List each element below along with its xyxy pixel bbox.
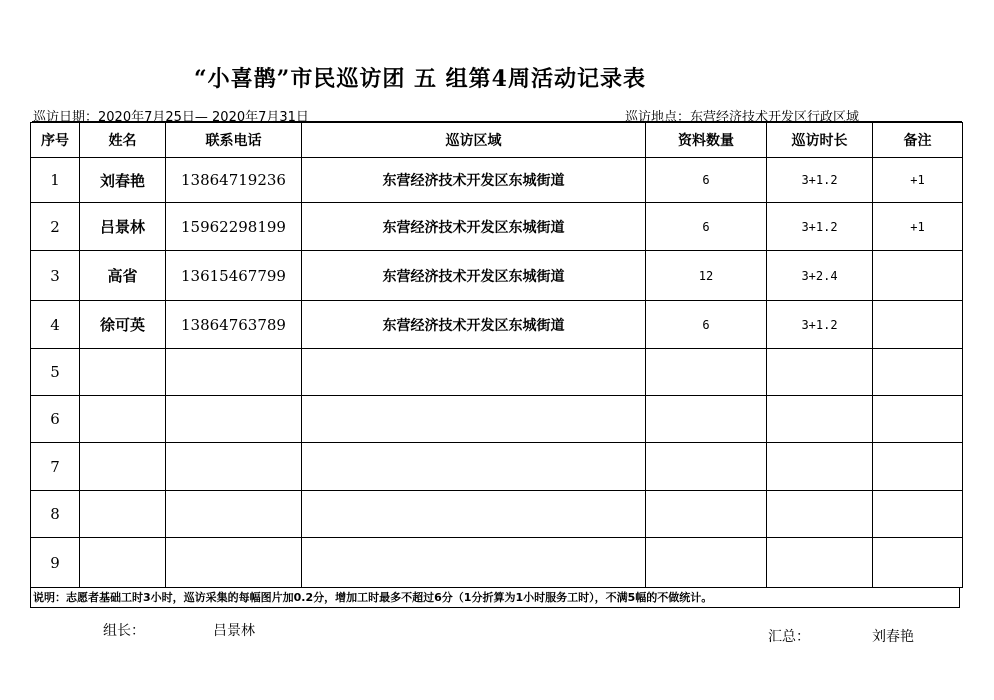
cell-material-count: 12	[646, 251, 767, 301]
cell-area	[302, 491, 646, 538]
cell-material-count: 6	[646, 203, 767, 251]
table-row	[31, 251, 963, 301]
cell-name: 吕景林	[80, 203, 166, 251]
cell-phone	[166, 349, 302, 396]
cell-name: 高省	[80, 251, 166, 301]
cell-phone	[166, 491, 302, 538]
cell-area: 东营经济技术开发区东城街道	[302, 158, 646, 203]
cell-name	[80, 349, 166, 396]
cell-duration	[767, 443, 873, 491]
header-material-count: 资料数量	[646, 123, 767, 158]
cell-area: 东营经济技术开发区东城街道	[302, 301, 646, 349]
header-index: 序号	[31, 123, 80, 158]
cell-index: 6	[31, 396, 80, 443]
cell-name: 徐可英	[80, 301, 166, 349]
cell-phone	[166, 396, 302, 443]
header-remarks: 备注	[873, 123, 963, 158]
cell-index: 5	[31, 349, 80, 396]
summary-name: 刘春艳	[872, 629, 914, 645]
cell-duration: 3+1.2	[767, 203, 873, 251]
cell-material-count	[646, 349, 767, 396]
cell-index: 8	[31, 491, 80, 538]
cell-duration	[767, 396, 873, 443]
cell-area: 东营经济技术开发区东城街道	[302, 251, 646, 301]
cell-material-count	[646, 443, 767, 491]
document-title: “小喜鹊”市民巡访团 五 组第4周活动记录表	[194, 66, 646, 92]
header-duration: 巡访时长	[767, 123, 873, 158]
cell-remarks	[873, 349, 963, 396]
visit-location: 巡访地点：东营经济技术开发区行政区域	[625, 110, 860, 125]
cell-name	[80, 491, 166, 538]
leader-name: 吕景林	[213, 623, 255, 639]
cell-name	[80, 443, 166, 491]
cell-phone: 13864719236	[166, 158, 302, 203]
record-table	[30, 122, 963, 588]
table-row	[31, 538, 963, 588]
table-row	[31, 349, 963, 396]
cell-remarks	[873, 301, 963, 349]
cell-remarks: +1	[873, 158, 963, 203]
cell-material-count	[646, 396, 767, 443]
header-area: 巡访区域	[302, 123, 646, 158]
cell-remarks	[873, 538, 963, 588]
header-row	[31, 123, 963, 158]
cell-phone: 15962298199	[166, 203, 302, 251]
visit-date: 巡访日期：2020年7月25日— 2020年7月31日	[33, 110, 309, 125]
cell-duration: 3+2.4	[767, 251, 873, 301]
cell-index: 7	[31, 443, 80, 491]
cell-duration	[767, 538, 873, 588]
cell-area	[302, 349, 646, 396]
cell-area	[302, 443, 646, 491]
table-row	[31, 158, 963, 203]
cell-index: 1	[31, 158, 80, 203]
cell-index: 3	[31, 251, 80, 301]
cell-index: 9	[31, 538, 80, 588]
summary-label: 汇总：	[768, 629, 810, 645]
table-row	[31, 443, 963, 491]
cell-area	[302, 396, 646, 443]
cell-index: 2	[31, 203, 80, 251]
leader-label: 组长：	[103, 623, 145, 639]
cell-material-count	[646, 538, 767, 588]
table-row	[31, 301, 963, 349]
cell-phone: 13615467799	[166, 251, 302, 301]
cell-duration: 3+1.2	[767, 301, 873, 349]
cell-name	[80, 396, 166, 443]
cell-name: 刘春艳	[80, 158, 166, 203]
cell-material-count: 6	[646, 158, 767, 203]
cell-remarks	[873, 251, 963, 301]
cell-phone: 13864763789	[166, 301, 302, 349]
cell-index: 4	[31, 301, 80, 349]
explanation-note: 说明：志愿者基础工时3小时，巡访采集的每幅图片加0.2分，增加工时最多不超过6分（1分折算为1小时服务工时），不满5幅的不做统计。	[30, 588, 960, 608]
cell-area: 东营经济技术开发区东城街道	[302, 203, 646, 251]
cell-remarks	[873, 396, 963, 443]
cell-duration	[767, 491, 873, 538]
cell-material-count: 6	[646, 301, 767, 349]
cell-phone	[166, 443, 302, 491]
header-phone: 联系电话	[166, 123, 302, 158]
cell-remarks	[873, 443, 963, 491]
cell-name	[80, 538, 166, 588]
table-row	[31, 396, 963, 443]
cell-duration	[767, 349, 873, 396]
cell-material-count	[646, 491, 767, 538]
cell-remarks: +1	[873, 203, 963, 251]
cell-phone	[166, 538, 302, 588]
cell-area	[302, 538, 646, 588]
cell-duration: 3+1.2	[767, 158, 873, 203]
table-row	[31, 203, 963, 251]
table-row	[31, 491, 963, 538]
header-name: 姓名	[80, 123, 166, 158]
cell-remarks	[873, 491, 963, 538]
